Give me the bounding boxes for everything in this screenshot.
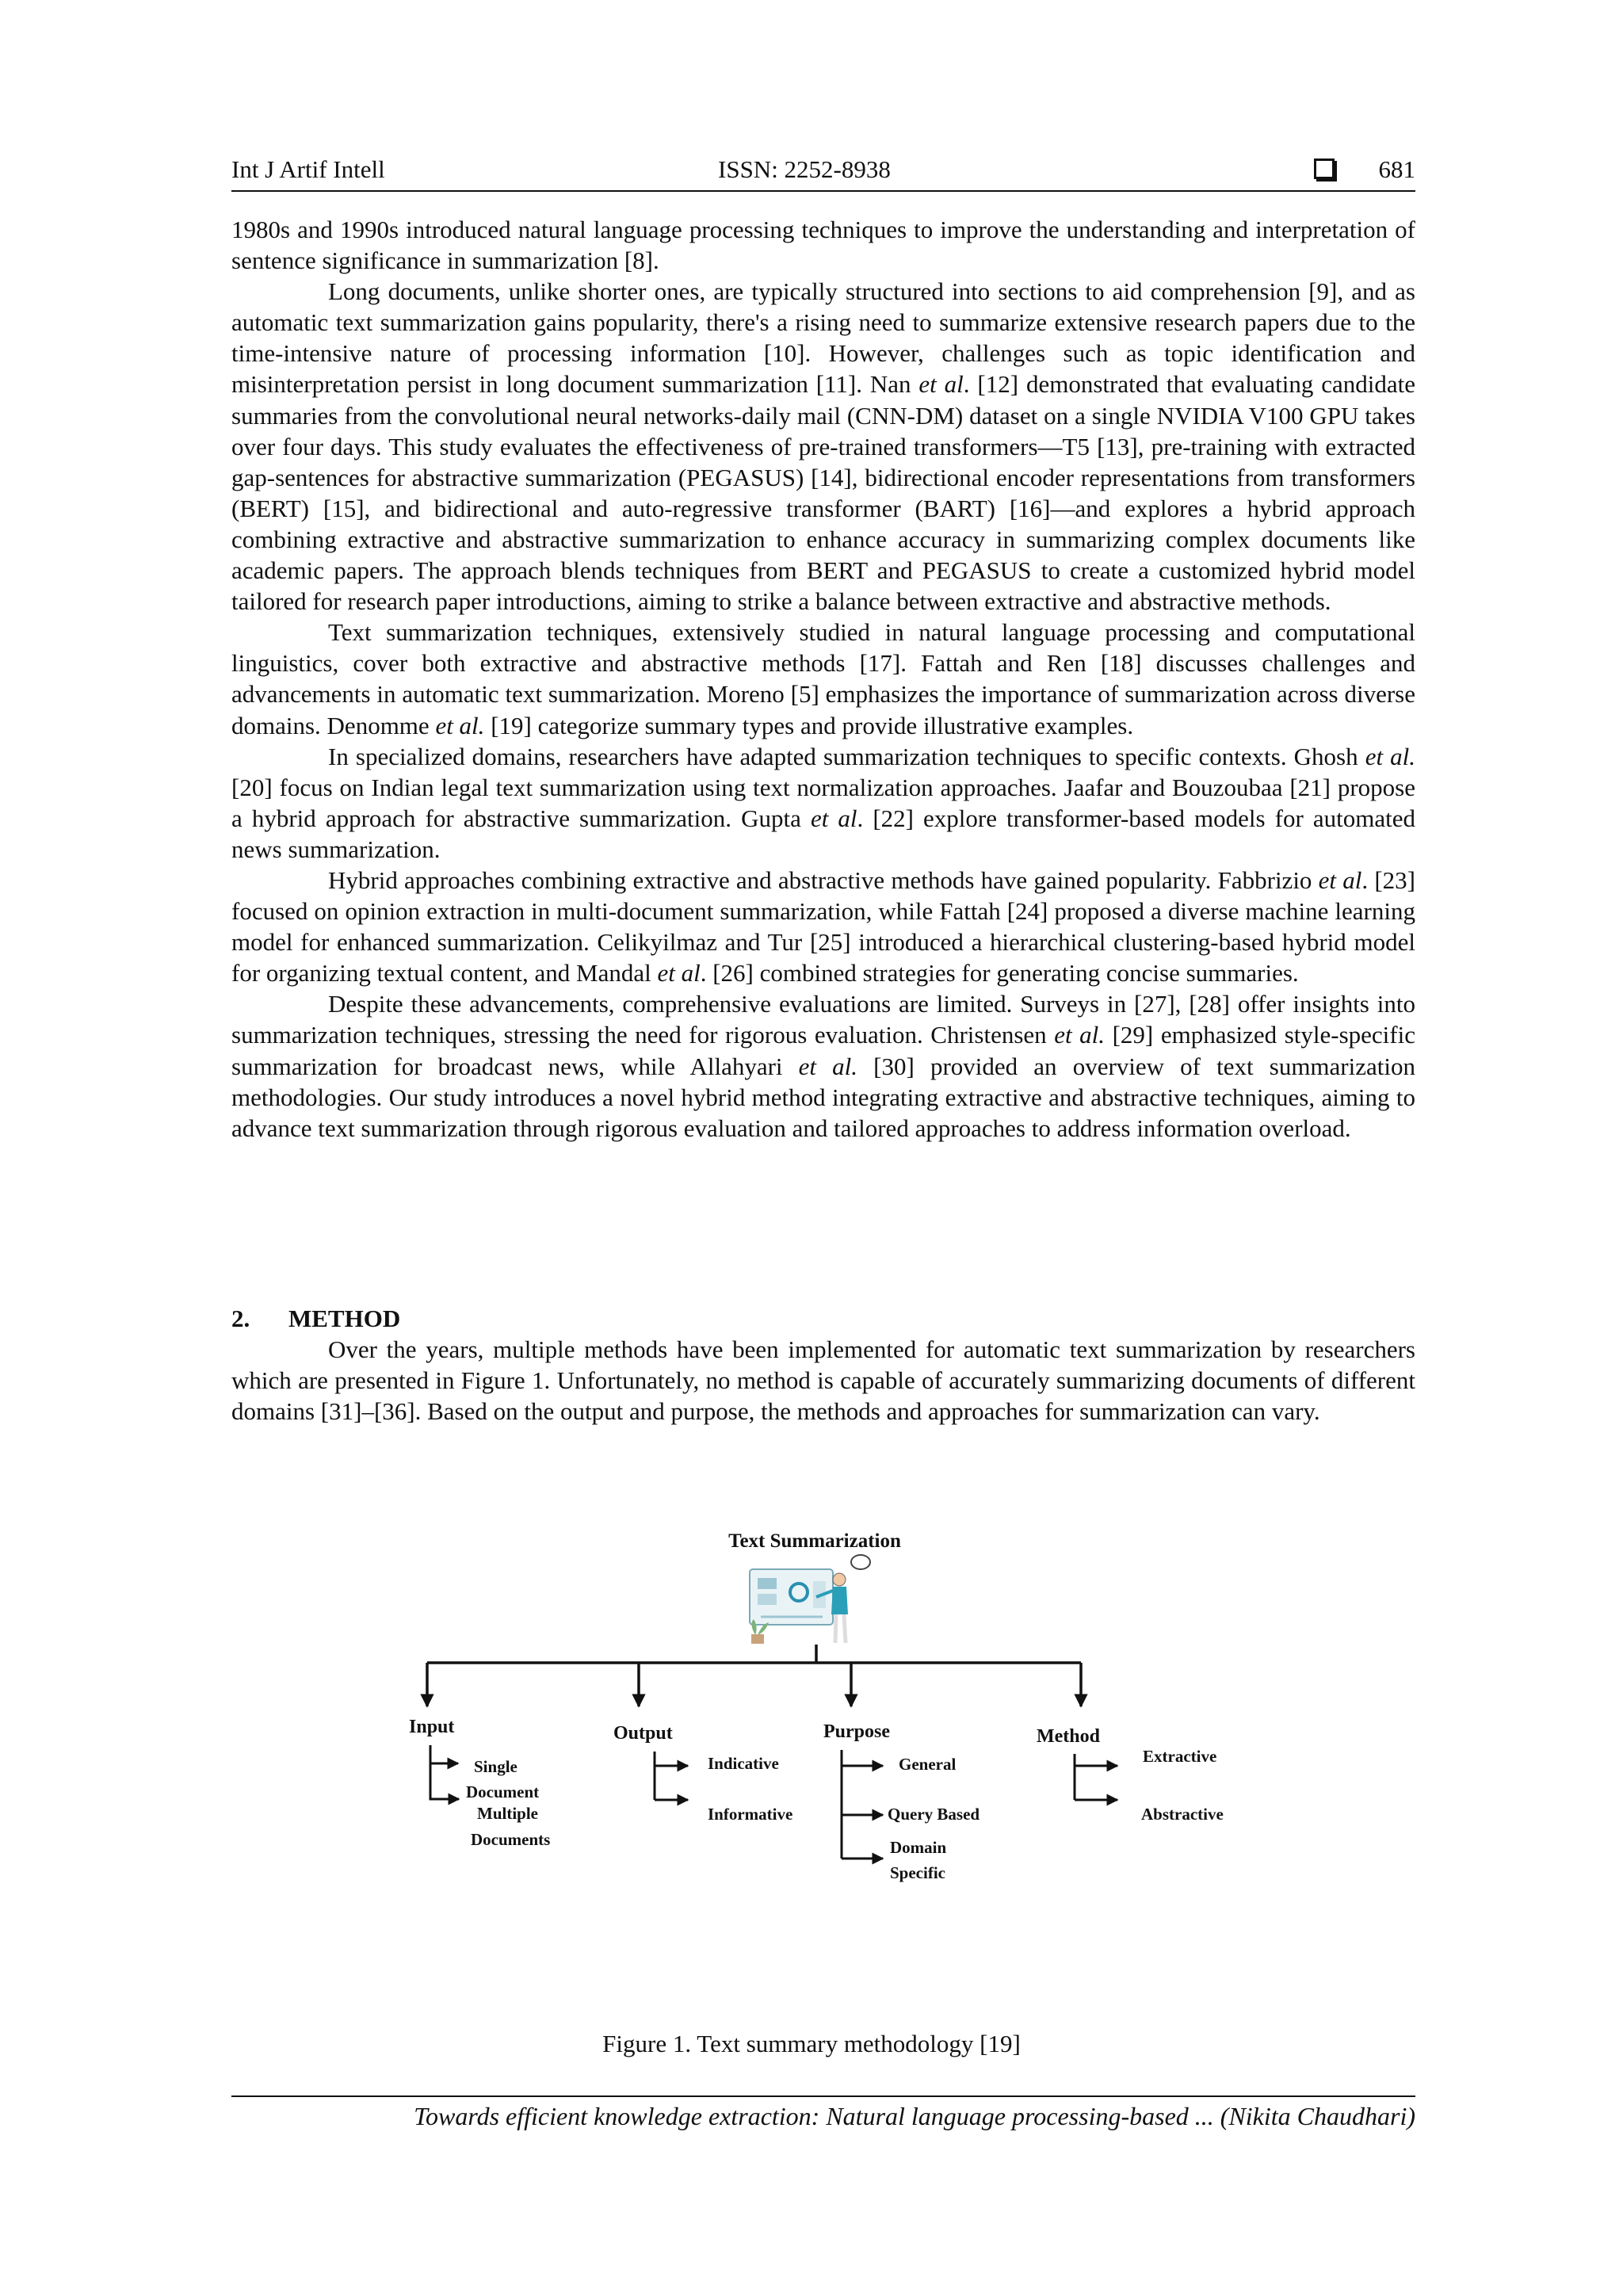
section-paragraph: Over the years, multiple methods have been implemented for automatic text summarization by researchers which are presented in Figure 1. Unfortunately, no method is capable of accurately summarizing documents of different domains [31]–[36]. Based on the output and purpose, the methods and approaches for summarization can vary. (231, 1335, 1415, 1425)
et-al-italic: et al (1318, 865, 1362, 894)
paragraph-5 (231, 865, 1415, 988)
section-method (231, 1303, 1415, 1427)
paragraph-1: 1980s and 1990s introduced natural language processing techniques to improve the understanding and interpretation of sentence significance in summarization [8]. (231, 216, 1415, 275)
et-al-italic: et al. (798, 1052, 858, 1080)
et-al-italic: et al. (435, 711, 485, 739)
et-al-italic: et al (657, 959, 701, 988)
issn: ISSN: 2252-8938 (718, 155, 891, 183)
figure-caption: Figure 1. Text summary methodology [19] (602, 2030, 1021, 2057)
item-informative: Informative (708, 1805, 793, 1824)
et-al-italic: et al. (1054, 1021, 1106, 1049)
paragraph-5-text-c: . [26] combined strategies for generating concise summaries. (700, 959, 1299, 988)
category-purpose: Purpose (823, 1721, 890, 1742)
presenter-illustration-icon (750, 1555, 870, 1644)
item-single-line2: Document (466, 1782, 540, 1801)
paragraph-4-text-a: In specialized domains, researchers have adapted summarization techniques to specific contexts. Ghosh (328, 742, 1365, 770)
paragraph-6 (231, 988, 1415, 1143)
item-extractive: Extractive (1143, 1747, 1217, 1766)
section-number: 2. (231, 1305, 250, 1332)
paragraph-5-text-a: Hybrid approaches combining extractive and abstractive methods have gained popularity. Fabbrizio (328, 865, 1319, 894)
checkbox-glyph-icon (1314, 159, 1335, 179)
paragraph-3 (231, 617, 1415, 740)
item-query-based: Query Based (888, 1805, 980, 1824)
et-al-italic: et al (918, 370, 964, 399)
diagram-title: Text Summarization (728, 1530, 901, 1552)
paragraph-3-text-b: [19] categorize summary types and provide illustrative examples. (484, 711, 1134, 739)
paragraph-2 (231, 276, 1415, 617)
item-multiple-line2: Documents (471, 1830, 551, 1849)
body-text (231, 214, 1415, 1144)
paragraph-3-text-a: Text summarization techniques, extensively studied in natural language processing and computational linguistics, cover both extractive and abstractive methods [17]. Fattah and Ren [18] discusses challenges and advancements in automatic text summarization. Moreno [5] emphasizes the importance of summarization across diverse domains. Denomme (231, 618, 1415, 739)
item-multiple-line1: Multiple (477, 1804, 538, 1823)
paragraph-6-text-a: Despite these advancements, comprehensive evaluations are limited. Surveys in [27], [28] offer insights into summarization techniques, stressing the need for rigorous evaluation. Christensen (231, 990, 1415, 1049)
text-summarization-diagram (379, 1510, 1274, 2017)
page-number: 681 (1378, 155, 1415, 183)
et-al-italic: et al (810, 804, 857, 832)
item-abstractive: Abstractive (1141, 1805, 1224, 1824)
journal-name: Int J Artif Intell (231, 155, 385, 183)
item-domain-line1: Domain (890, 1838, 947, 1857)
item-general: General (899, 1755, 957, 1774)
category-method: Method (1037, 1726, 1100, 1747)
section-title: METHOD (288, 1305, 401, 1332)
page-header (231, 155, 1415, 190)
category-output: Output (613, 1723, 673, 1744)
item-domain-line2: Specific (890, 1863, 945, 1882)
paragraph-6-text-b: [29] emphasized style-specific summarization for broadcast news, while Allahyari (231, 1021, 1415, 1080)
running-title: Towards efficient knowledge extraction: Natural language processing-based ... (Nikita Chaudhari) (414, 2102, 1415, 2130)
item-single-line1: Single (474, 1757, 517, 1776)
footer-rule (231, 2095, 1415, 2097)
paragraph-4-text-c: . [22] explore transformer-based models for automated news summarization. (231, 804, 1415, 863)
paragraph-5-text-b: . [23] focused on opinion extraction in multi-document summarization, while Fattah [24] proposed a diverse machine learning model for enhanced summarization. Celikyilmaz and Tur [25] introduced a hierarchical clustering-based hybrid model for organizing textual content, and Mandal (231, 865, 1415, 988)
category-input: Input (409, 1717, 455, 1737)
paragraph-6-text-c: [30] provided an overview of text summarization methodologies. Our study introduces a novel hybrid method integrating extractive and abstractive techniques, aiming to advance text summarization through rigorous evaluation and tailored approaches to address information overload. (231, 1052, 1415, 1142)
paragraph-4-text-b: [20] focus on Indian legal text summarization using text normalization approaches. Jaafar and Bouzoubaa [21] propose a hybrid approach for abstractive summarization. Gupta (231, 773, 1415, 832)
paragraph-2-text-a: Long documents, unlike shorter ones, are typically structured into sections to aid comprehension [9], and as automatic text summarization gains popularity, there's a rising need to summarize extensive research papers due to the time-intensive nature of processing information [10]. However, challenges such as topic identification and misinterpretation persist in long document summarization [11]. Nan (231, 277, 1415, 399)
paragraph-2-text-b: . [12] demonstrated that evaluating candidate summaries from the convolutional neural networks-daily mail (CNN-DM) dataset on a single NVIDIA V100 GPU takes over four days. This study evaluates the effectiveness of pre-trained transformers—T5 [13], pre-training with extracted gap-sentences for abstractive summarization (PEGASUS) [14], bidirectional encoder representations from transformers (BERT) [15], and bidirectional and auto-regressive transformer (BART) [16]—and explores a hybrid approach combining extractive and abstractive summarization to enhance accuracy in summarizing complex documents like academic papers. The approach blends techniques from BERT and PEGASUS to create a customized hybrid model tailored for research paper introductions, aiming to strike a balance between extractive and abstractive methods. (231, 370, 1415, 616)
et-al-italic: et al. (1365, 742, 1415, 770)
item-indicative: Indicative (708, 1754, 779, 1773)
header-rule (231, 190, 1415, 192)
paragraph-4 (231, 741, 1415, 865)
section-heading (231, 1303, 1415, 1334)
